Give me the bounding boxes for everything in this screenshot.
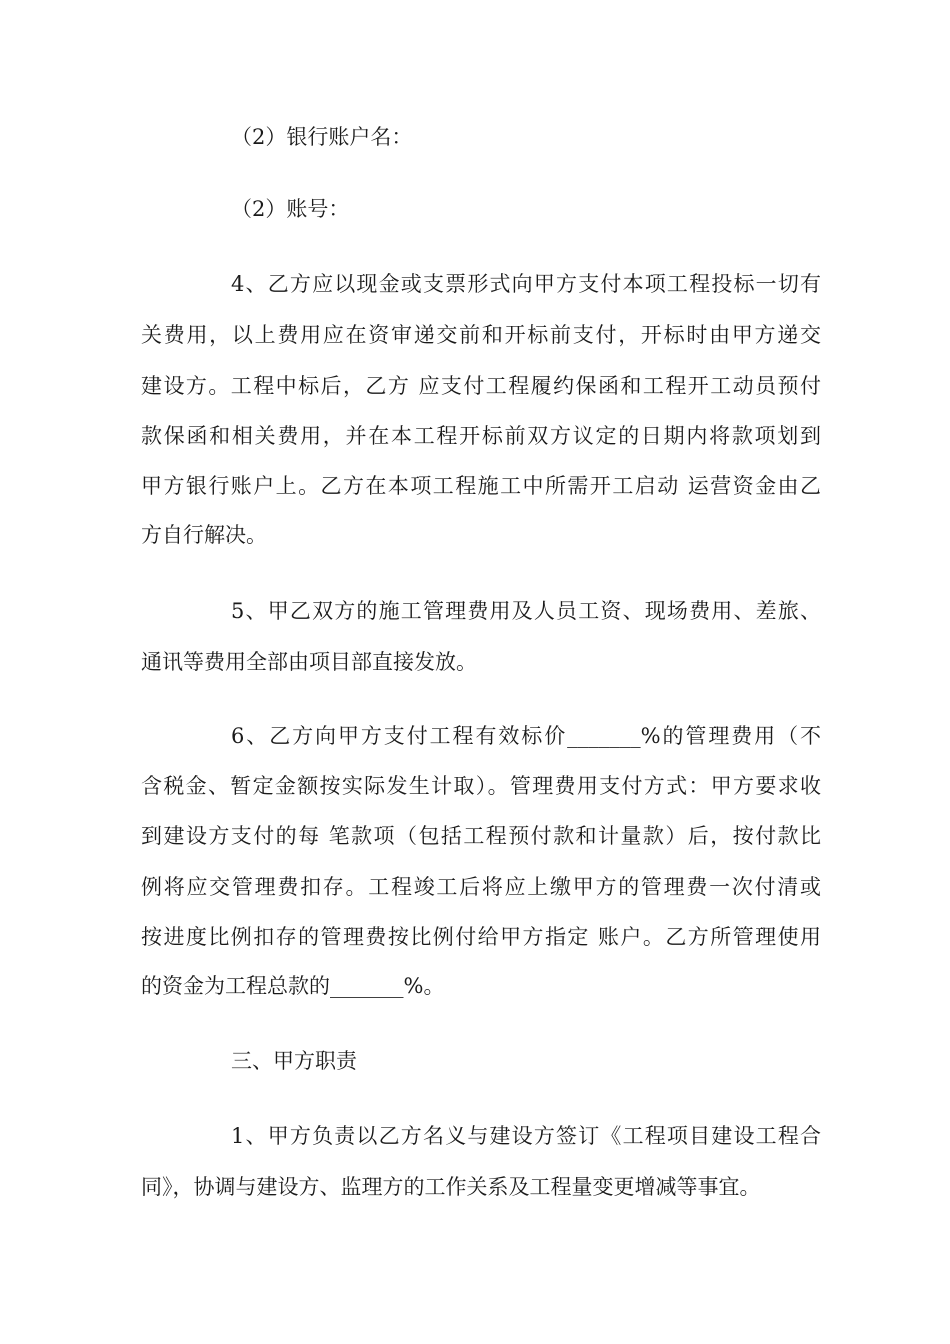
duty-1-line-1: 1、甲方负责以乙方名义与建设方签订《工程项目建设工程合 xyxy=(231,1124,821,1148)
account-number-line: （2）账号： xyxy=(231,197,350,221)
clause-6-line-6: 的资金为工程总款的_______%。 xyxy=(141,974,445,998)
clause-4-line-5: 甲方银行账户上。乙方在本项工程施工中所需开工启动 运营资金由乙 xyxy=(141,474,821,498)
duty-1-line-2: 同》，协调与建设方、监理方的工作关系及工程量变更增减等事宜。 xyxy=(141,1175,761,1199)
clause-4-line-4: 款保函和相关费用，并在本工程开标前双方议定的日期内将款项划到 xyxy=(141,424,821,448)
clause-6-line-5: 按进度比例扣存的管理费按比例付给甲方指定 账户。乙方所管理使用 xyxy=(141,925,821,949)
clause-5-line-1: 5、甲乙双方的施工管理费用及人员工资、现场费用、差旅、 xyxy=(231,599,821,623)
bank-account-name-line: （2）银行账户名： xyxy=(231,125,413,149)
clause-4-line-2: 关费用，以上费用应在资审递交前和开标前支付，开标时由甲方递交 xyxy=(141,323,821,347)
clause-6-line-1: 6、乙方向甲方支付工程有效标价_______%的管理费用（不 xyxy=(231,724,821,748)
clause-6-line-4: 例将应交管理费扣存。工程竣工后将应上缴甲方的管理费一次付清或 xyxy=(141,875,821,899)
clause-6-line-2: 含税金、暂定金额按实际发生计取）。管理费用支付方式：甲方要求收 xyxy=(141,774,821,798)
clause-4-line-3: 建设方。工程中标后，乙方 应支付工程履约保函和工程开工动员预付 xyxy=(141,374,821,398)
clause-4-line-1: 4、乙方应以现金或支票形式向甲方支付本项工程投标一切有 xyxy=(231,272,821,296)
clause-5-line-2: 通讯等费用全部由项目部直接发放。 xyxy=(141,650,477,674)
section-heading-party-a-duties: 三、甲方职责 xyxy=(231,1049,357,1073)
clause-4-line-6: 方自行解决。 xyxy=(141,523,267,547)
clause-6-line-3: 到建设方支付的每 笔款项（包括工程预付款和计量款）后，按付款比 xyxy=(141,824,821,848)
